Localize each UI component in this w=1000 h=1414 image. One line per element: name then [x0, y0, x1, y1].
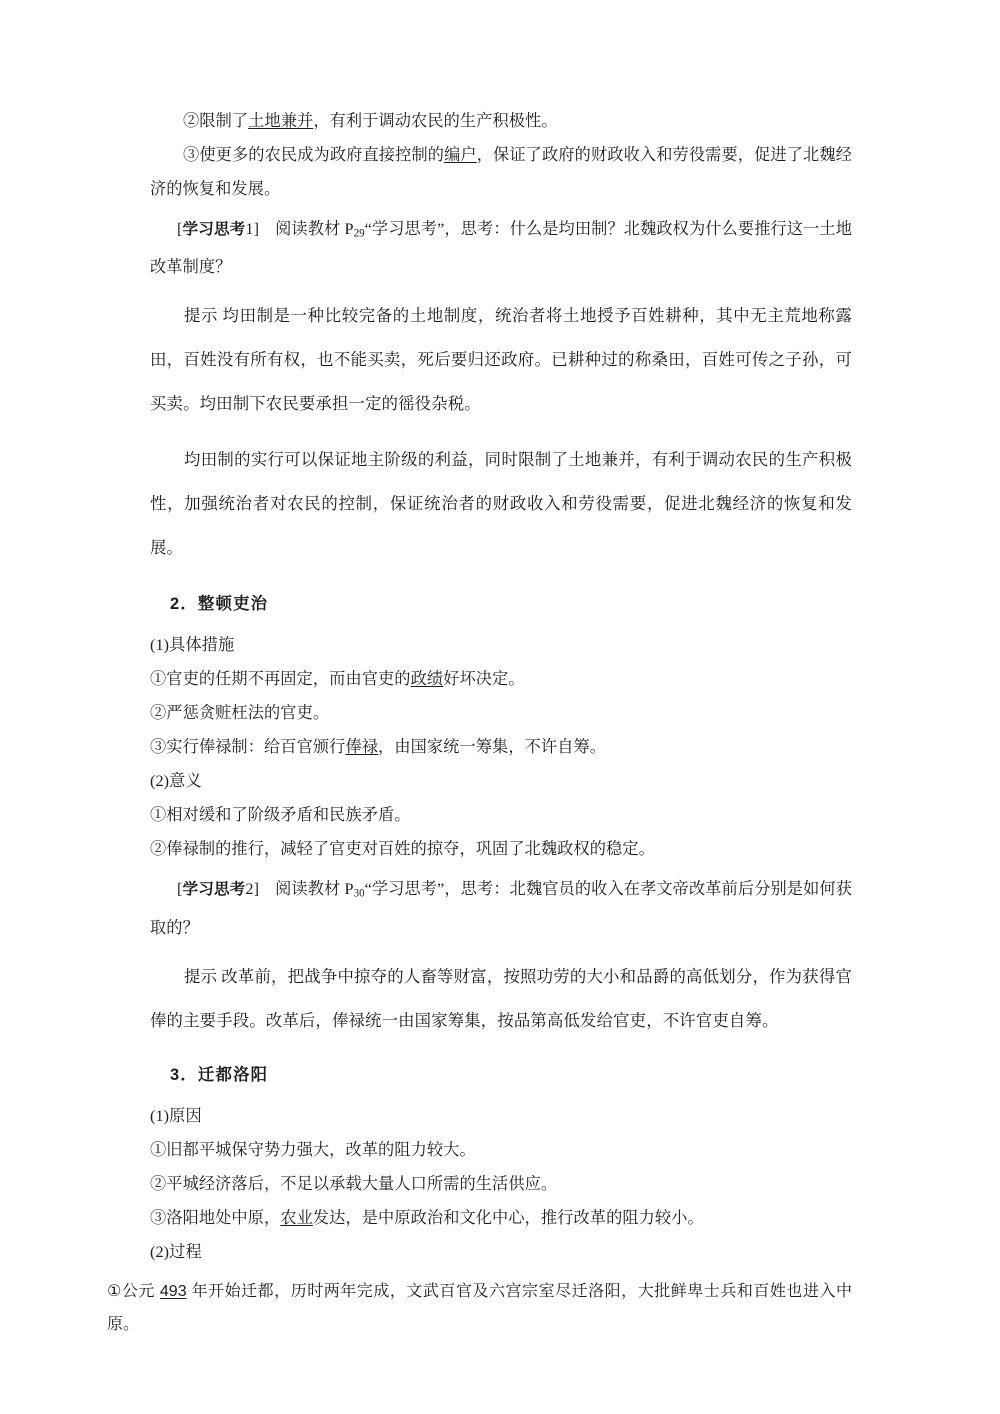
- hint-label: 提示: [184, 307, 219, 326]
- text-run: 阅读教材 P: [275, 220, 354, 238]
- text-run: ③实行俸禄制：给百官颁行: [150, 738, 346, 757]
- text-run: 均田制是一种比较完备的土地制度，统治者将土地授予百姓耕种，其中无主荒地称露田，百姓没有所有权，也不能买卖，死后要归还政府。已耕种过的称桑田，百姓可传之子孙，可买卖。均田制下农民要承担一定的徭役杂税。: [150, 307, 852, 414]
- subsection-2-2-label: (2)意义: [150, 772, 202, 791]
- process-item-1: [107, 1275, 852, 1341]
- bracket-open: [: [177, 220, 183, 238]
- key-year-underlined: 493: [159, 1282, 187, 1300]
- text-run: ，保证了政府的财政收入和劳役需要，促进了北魏经济的恢复和发展。: [150, 146, 852, 198]
- textbook-page-number: 29: [353, 227, 365, 240]
- text-run: 年开始迁都，历时两年完成，文武百官及六宫宗室尽迁洛阳，大批鲜卑士兵和百姓也进入中原。: [107, 1282, 852, 1333]
- key-term-underlined: 政绩: [410, 670, 444, 689]
- text-run: ，有利于调动农民的生产积极性。: [313, 112, 558, 130]
- study-question-index: 1: [245, 220, 254, 238]
- significance-item-1: ①相对缓和了阶级矛盾和民族矛盾。: [150, 806, 411, 825]
- study-question-label: 学习思考: [182, 221, 246, 238]
- study-question-index: 2: [245, 880, 254, 899]
- textbook-page-number: 30: [353, 887, 365, 900]
- hint-label: 提示: [184, 967, 218, 986]
- text-run: “学习思考”，思考：北魏官员的收入在孝文帝改革前后分别是如何获取的？: [150, 880, 853, 937]
- text-run: 好坏决定。: [443, 670, 525, 689]
- study-question-1: [150, 212, 852, 284]
- measure-item-2: ②严惩贪赃枉法的官吏。: [150, 704, 330, 723]
- reason-item-2: ②平城经济落后，不足以承载大量人口所需的生活供应。: [150, 1174, 558, 1193]
- text-column: [107, 104, 853, 1341]
- paragraph-land-annexation: [150, 104, 852, 138]
- bracket-close: ]: [253, 220, 260, 238]
- key-term-underlined: 俸禄: [345, 738, 379, 757]
- text-run: 阅读教材 P: [275, 880, 354, 899]
- subsection-3-1-label: (1)原因: [150, 1106, 202, 1125]
- reason-item-1: ①旧都平城保守势力强大，改革的阻力较大。: [150, 1140, 476, 1159]
- study-question-2: [150, 872, 852, 944]
- study-question-label: 学习思考: [182, 881, 246, 899]
- reason-item-3: [150, 1201, 852, 1235]
- key-term-underlined: 编户: [444, 146, 477, 164]
- bracket-open: [: [177, 880, 183, 899]
- section-heading-3: 3．迁都洛阳: [170, 1065, 269, 1084]
- text-run: “学习思考”，思考：什么是均田制？北魏政权为什么要推行这一土地改革制度？: [150, 220, 853, 277]
- text-run: 发达，是中原政治和文化中心，推行改革的阻力较小。: [312, 1208, 704, 1227]
- section-heading-2: 2．整顿吏治: [170, 595, 269, 614]
- measure-item-3: [150, 730, 852, 764]
- hint-answer-1: [150, 294, 852, 426]
- hint-answer-1-extra: [150, 438, 852, 570]
- text-run: ③使更多的农民成为政府直接控制的: [183, 146, 445, 164]
- text-run: ②限制了: [183, 112, 249, 130]
- text-run: ③洛阳地处中原，: [150, 1208, 281, 1227]
- significance-item-2: ②俸禄制的推行，减轻了官吏对百姓的掠夺，巩固了北魏政权的稳定。: [150, 840, 655, 859]
- text-run: 改革前，把战争中掠夺的人畜等财富，按照功劳的大小和品爵的高低划分，作为获得官俸的主要手段。改革后，俸禄统一由国家筹集，按品第高低发给官吏，不许官吏自筹。: [150, 967, 852, 1030]
- subsection-3-2-label: (2)过程: [150, 1242, 202, 1261]
- text-run: ，由国家统一筹集，不许自筹。: [378, 738, 607, 757]
- text-run: ①公元: [107, 1282, 160, 1300]
- key-term-underlined: 农业: [280, 1208, 313, 1227]
- hint-answer-2: [150, 955, 852, 1043]
- text-run: 均田制的实行可以保证地主阶级的利益，同时限制了土地兼并，有利于调动农民的生产积极性，加强统治者对农民的控制，保证统治者的财政收入和劳役需要，促进北魏经济的恢复和发展。: [150, 451, 852, 558]
- text-run: ①官吏的任期不再固定，而由官吏的: [150, 670, 411, 689]
- paragraph-registered-households: [150, 138, 852, 206]
- subsection-2-1-label: (1)具体措施: [150, 636, 235, 655]
- bracket-close: ]: [253, 880, 260, 899]
- measure-item-1: [150, 662, 852, 696]
- key-term-underlined: 土地兼并: [248, 112, 314, 130]
